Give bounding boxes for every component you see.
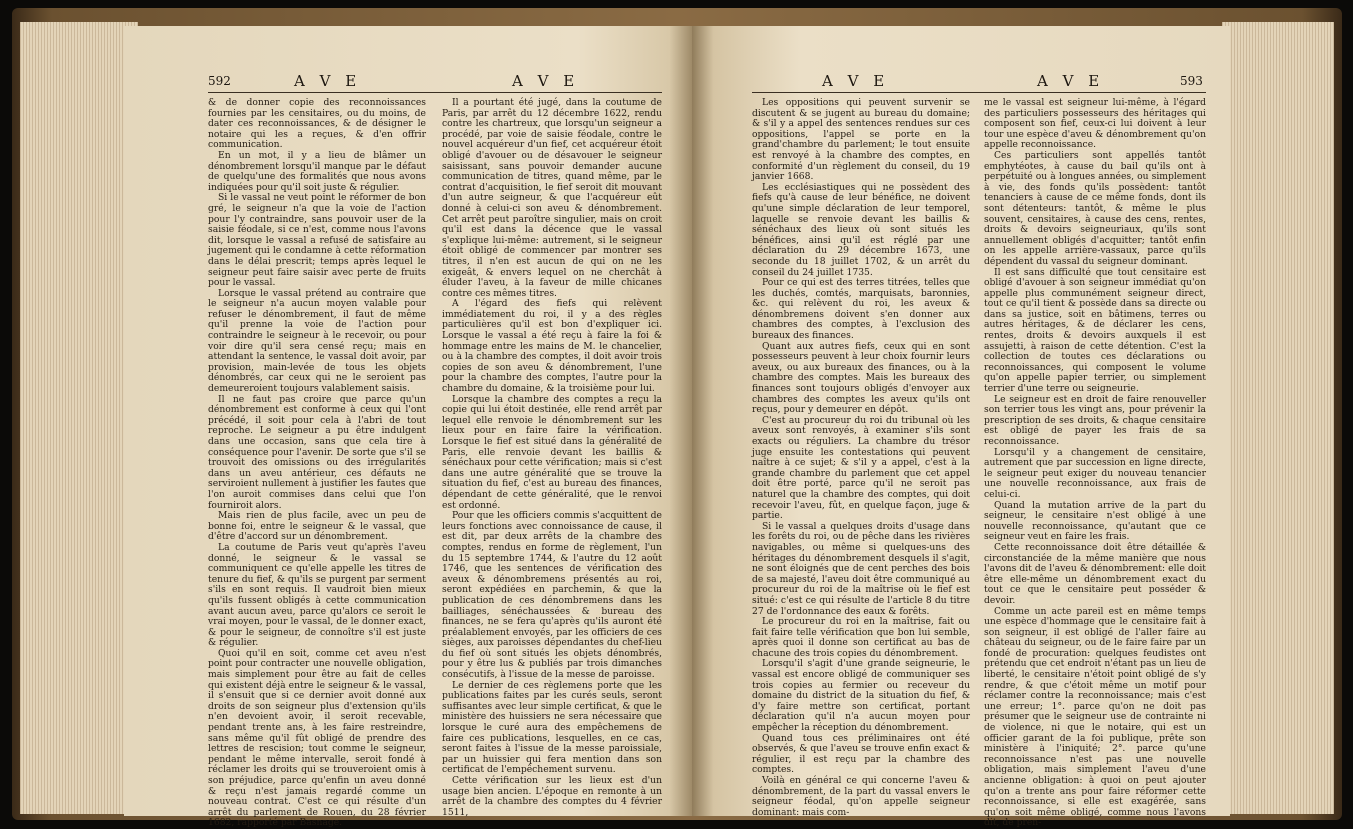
paragraph: En un mot, il y a lieu de blâmer un dénombrement lorsqu'il manque par le défaut de quelqu'une des formalités que nous avons indiquées pour qu'il soit juste & régulier. (208, 149, 426, 193)
paragraph: Si le vassal ne veut point le réformer de bon gré, le seigneur n'a que la voie de l'action pour l'y contraindre, sans pouvoir user de la saisie féodale, si ce n'est, comme nous l'avons dit, lorsque le vassal a refusé de satisfaire au jugement qui le condamne à cette réformation dans le délai prescrit; temps après lequel le seigneur peut faire saisir avec perte de fruits pour le vassal. (208, 192, 426, 289)
paragraph: Pour que les officiers commis s'acquittent de leurs fonctions avec connoissance de cause, il est dit, par deux arrêts de la chambre des comptes, rendus en forme de règlement, l'un du 15 septembre 1744, & l'autre du 12 août 1746, que les sentences de vérification des aveux & dénombremens présentés au roi, seront expédiées en parchemin, & que la publication de ces dénombremens dans les bailliages, sénéchaussées & bureau des finances, ne se fera qu'après qu'ils auront été préalablement envoyés, par les officiers de ces sièges, aux paroisses dépendantes du chef-lieu du fief où sont situés les objets dénombrés, pour y être lus & publiés par trois dimanches consécutifs, à l'issue de la messe de paroisse. (442, 510, 662, 681)
paragraph: Lorsque la chambre des comptes a reçu la copie qui lui étoit destinée, elle rend arrêt par lequel elle renvoie le dénombrement sur les lieux pour en faire faire la vérification. Lorsque le fief est situé dans la généralité de Paris, elle renvoie devant les baillis & sénéchaux pour cette vérification; mais si c'est dans une autre généralité que se trouve la situation du fief, c'est au bureau des finances, dépendant de cette généralité, que le renvoi est ordonné. (442, 393, 662, 511)
paragraph: Si le vassal a quelques droits d'usage dans les forêts du roi, ou de pêche dans les rivières navigables, ou même si quelques-uns des héritages du dénombrement desquels il s'agit, ne sont éloignés que de cent perches des bois de sa majesté, l'aveu doit être communiqué au procureur du roi de la maîtrise où le fief est situé: c'est ce qui résulte de l'article 8 du titre 27 de l'ordonnance des eaux & forêts. (752, 520, 970, 617)
paragraph: Il est sans difficulté que tout censitaire est obligé d'avouer à son seigneur immédiat qu'on appelle plus communément seigneur direct, tout ce qu'il tient & possède dans sa directe ou dans sa justice, soit en bâtimens, terres ou autres héritages, & de déclarer les cens, rentes, droits & devoirs auxquels il est assujetti, à raison de cette détention. C'est la collection de toutes ces déclarations ou reconnoissances, qui composent le volume qu'on appelle papier terrier, ou simplement terrier d'une terre ou seigneurie. (984, 266, 1206, 395)
paragraph: me le vassal est seigneur lui-même, à l'égard des particuliers possesseurs des héritages qui composent son fief, ceux-ci lui doivent à leur tour une espèce d'aveu & dénombrement qu'on appelle reconnoissance. (984, 97, 1206, 151)
open-book (12, 8, 1342, 829)
paragraph: C'est au procureur du roi du tribunal où les aveux sont renvoyés, à examiner s'ils sont exacts ou réguliers. La chambre du trésor juge ensuite les contestations qui peuvent naître à ce sujet; & s'il y a appel, c'est à la grande chambre du parlement que cet appel doit être porté, parce qu'il ne seroit pas naturel que la chambre des comptes, qui doit recevoir l'aveu, fût, en quelque façon, juge & partie. (752, 414, 970, 522)
header-rule (752, 92, 1206, 93)
text-column (984, 98, 1206, 829)
paragraph: A l'égard des fiefs qui relèvent immédiatement du roi, il y a des règles particulières qu'il est bon d'expliquer ici. Lorsque le vassal a été reçu à faire la foi & hommage entre les mains de M. le chancelier, ou à la chambre des comptes, il doit avoir trois copies de son aveu & dénombrement, l'une pour la chambre des comptes, l'autre pour la chambre du domaine, & la troisième pour lui. (442, 298, 662, 395)
text-column (442, 98, 662, 818)
page-edges-right (1222, 22, 1334, 814)
right-page (692, 26, 1230, 829)
paragraph: Cette vérification sur les lieux est d'un usage bien ancien. L'époque en remonte à un arrêt de la chambre des comptes du 4 février 1511, (442, 775, 662, 818)
running-header: A V E (294, 72, 362, 90)
running-header: A V E (1037, 72, 1105, 90)
paragraph: & de donner copie des reconnoissances fournies par les censitaires, ou du moins, de dater ces reconnoissances, & de désigner le notaire qui les a reçues, & d'en offrir communication. (208, 97, 426, 151)
paragraph: Quant aux autres fiefs, ceux qui en sont possesseurs peuvent à leur choix fournir leurs aveux, ou aux bureaux des finances, ou à la chambre des comptes. Mais les bureaux des finances sont toujours obligés d'envoyer aux chambres des comptes les aveux qu'ils ont reçus, pour y demeurer en dépôt. (752, 340, 970, 416)
paragraph: Voilà en général ce qui concerne l'aveu & dénombrement, de la part du vassal envers le seigneur féodal, qu'on appelle seigneur dominant: mais com- (752, 775, 970, 818)
paragraph: Quoi qu'il en soit, comme cet aveu n'est point pour contracter une nouvelle obligation, mais simplement pour être au fait de celles qui existent déjà entre le seigneur & le vassal, il s'ensuit que si ce dernier avoit donné aux droits de son seigneur plus d'extension qu'ils n'en devoient avoir, il seroit recevable, pendant trente ans, à les faire restreindre, sans même qu'il fût obligé de prendre des lettres de rescision; tout comme le seigneur, pendant le même intervalle, seroit fondé à réclamer les droits qui se trouveroient omis à son préjudice, parce qu'enfin un aveu donné & reçu n'est jamais regardé comme un nouveau contrat. C'est ce qui résulte d'un arrêt du parlement de Rouen, du 28 février 1682, rapporté par Basnage. (208, 647, 426, 829)
paragraph: Le dernier de ces règlemens porte que les publications faites par les curés seuls, seront suffisantes avec leur simple certificat, & que le ministère des huissiers ne sera nécessaire que lorsque le curé aura des empêchemens de faire ces publications, lesquelles, en ce cas, seront faites à l'issue de la messe paroissiale, par un huissier qui fera mention dans son certificat de l'empêchement survenu. (442, 679, 662, 776)
page-edges-left (20, 22, 138, 814)
running-header: A V E (512, 72, 580, 90)
paragraph: Mais rien de plus facile, avec un peu de bonne foi, entre le seigneur & le vassal, que d'être d'accord sur un dénombrement. (208, 510, 426, 543)
paragraph: Ces particuliers sont appellés tantôt emphytéotes, à cause du bail qu'ils ont à perpétuité ou à longues années, ou simplement à vie, des fonds qu'ils possèdent: tantôt tenanciers à cause de ce même fonds, dont ils sont détenteurs: tantôt, & même le plus souvent, censitaires, à cause des cens, rentes, droits & devoirs seigneuriaux, qu'ils sont annuellement obligés d'acquitter; tantôt enfin on les appelle arrière-vassaux, parce qu'ils dépendent du vassal du seigneur dominant. (984, 149, 1206, 267)
paragraph: Pour ce qui est des terres titrées, telles que les duchés, comtés, marquisats, baronnies, &c. qui relèvent du roi, les aveux & dénombremens doivent s'en donner aux chambres des comptes, à l'exclusion des bureaux des finances. (752, 277, 970, 342)
paragraph: Lorsqu'il y a changement de censitaire, autrement que par succession en ligne directe, le seigneur peut exiger du nouveau tenancier une nouvelle reconnoissance, aux frais de celui-ci. (984, 446, 1206, 500)
left-page (124, 26, 692, 829)
paragraph: Comme un acte pareil est en même temps une espèce d'hommage que le censitaire fait à son seigneur, il est obligé de l'aller faire au château du seigneur, ou de le faire faire par un fondé de procuration: quelques feudistes ont prétendu que cet endroit n'étant pas un lieu de liberté, le censitaire n'étoit point obligé de s'y rendre, & que c'étoit même un motif pour réclamer contre la reconnoissance; mais c'est une erreur; 1°. parce qu'on ne doit pas présumer que le seigneur use de contrainte ni de violence, ni que le notaire, qui est un officier garant de la foi publique, prête son ministère à l'iniquité; 2°. parce qu'une reconnoissance n'est pas une nouvelle obligation, mais simplement l'aveu d'une ancienne obligation: à quoi on peut ajouter qu'on a trente ans pour faire réformer cette reconnoissance, si elle est exagérée, sans qu'on soit même obligé, comme nous l'avons dit, de pren- (984, 605, 1206, 829)
page-number: 593 (1180, 74, 1203, 88)
paragraph: Il a pourtant été jugé, dans la coutume de Paris, par arrêt du 12 décembre 1622, rendu contre les chartreux, que lorsqu'un seigneur a procédé, par voie de saisie féodale, contre le nouvel acquéreur d'un fief, cet acquéreur étoit obligé d'avouer ou de désavouer le seigneur saisissant, sans pouvoir demander aucune communication de titres, quand même, par le contrat d'acquisition, le fief seroit dit mouvant d'un autre seigneur, & que l'acquéreur eût donné à celui-ci son aveu & dénombrement. Cet arrêt peut paroître singulier, mais on croit qu'il est dans la décence que le vassal s'explique lui-même: autrement, si le seigneur étoit obligé de commencer par montrer ses titres, il n'en est aucun de qui on ne les exigeât, & envers lequel on ne cherchât à éluder l'aveu, à la faveur de mille chicanes contre ces mêmes titres. (442, 97, 662, 299)
paragraph: Le procureur du roi en la maîtrise, fait ou fait faire telle vérification que bon lui semble, après quoi il donne son certificat au bas de chacune des trois copies du dénombrement. (752, 616, 970, 659)
paragraph: Les ecclésiastiques qui ne possèdent des fiefs qu'à cause de leur bénéfice, ne doivent qu'une simple déclaration de leur temporel, laquelle se renvoie devant les baillis & sénéchaux des lieux où sont situés les bénéfices, ainsi qu'il est réglé par une déclaration du 29 décembre 1673, une seconde du 18 juillet 1702, & un arrêt du conseil du 24 juillet 1735. (752, 181, 970, 278)
paragraph: Les oppositions qui peuvent survenir se discutent & se jugent au bureau du domaine; & s'il y a appel des sentences rendues sur ces oppositions, l'appel se porte en la grand'chambre du parlement; le tout ensuite est renvoyé à la chambre des comptes, en conformité d'un règlement du conseil, du 19 janvier 1668. (752, 97, 970, 183)
paragraph: Lorsqu'il s'agit d'une grande seigneurie, le vassal est encore obligé de communiquer ses trois copies au fermier ou receveur du domaine du district de la situation du fief, & d'y faire mettre son certificat, portant déclaration qu'il n'a aucun moyen pour empêcher la réception du dénombrement. (752, 658, 970, 734)
running-header: A V E (822, 72, 890, 90)
paragraph: Cette reconnoissance doit être détaillée & circonstanciée de la même manière que nous l'avons dit de l'aveu & dénombrement: elle doit être elle-même un dénombrement exact du tout ce que le censitaire peut posséder & devoir. (984, 541, 1206, 606)
text-column (208, 98, 426, 829)
paragraph: Il ne faut pas croire que parce qu'un dénombrement est conforme à ceux qui l'ont précédé, il soit pour cela à l'abri de tout reproche. Le seigneur a pu être indulgent dans une occasion, sans que cela tire à conséquence pour l'avenir. De sorte que s'il se trouvoit des omissions ou des irrégularités dans un aveu antérieur, ces défauts ne serviroient nullement à justifier les fautes que l'on auroit commises dans celui que l'on fourniroit alors. (208, 393, 426, 511)
paragraph: Quand la mutation arrive de la part du seigneur, le censitaire n'est obligé à une nouvelle reconnoissance, qu'autant que ce seigneur veut en faire les frais. (984, 499, 1206, 543)
paragraph: La coutume de Paris veut qu'après l'aveu donné, le seigneur & le vassal se communiquent ce qu'elle appelle les titres de tenure du fief, & qu'ils se purgent par serment s'ils en sont requis. Il vaudroit bien mieux qu'ils fussent obligés à cette communication avant aucun aveu, parce qu'alors ce seroit le vrai moyen, pour le vassal, de le donner exact, & pour le seigneur, de connoître s'il est juste & régulier. (208, 541, 426, 649)
paragraph: Lorsque le vassal prétend au contraire que le seigneur n'a aucun moyen valable pour refuser le dénombrement, il faut de même qu'il prenne la voie de l'action pour contraindre le seigneur à le recevoir, ou pour voir dire qu'il sera censé reçu; mais en attendant la sentence, le vassal doit avoir, par provision, main-levée de tous les objets dénombrés, car ceux qui ne le seroient pas demeureroient toujours valablement saisis. (208, 287, 426, 395)
text-column (752, 98, 970, 818)
paragraph: Le seigneur est en droit de faire renouveller son terrier tous les vingt ans, pour prévenir la prescription de ses droits, & chaque censitaire est obligé de payer les frais de sa reconnoissance. (984, 393, 1206, 447)
paragraph: Quand tous ces préliminaires ont été observés, & que l'aveu se trouve enfin exact & régulier, il est reçu par la chambre des comptes. (752, 732, 970, 776)
page-number: 592 (208, 74, 231, 88)
header-rule (208, 92, 662, 93)
